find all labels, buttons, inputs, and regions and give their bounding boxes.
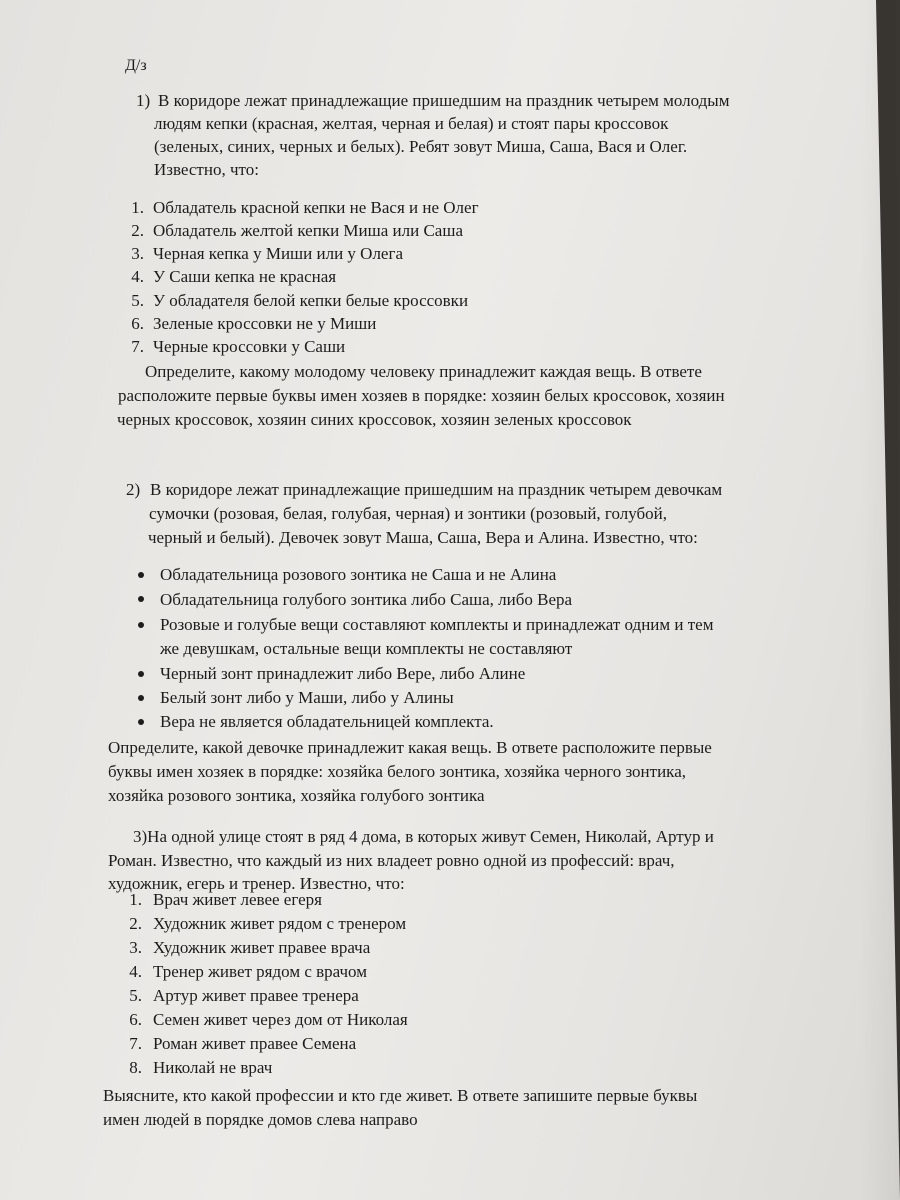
task-1-intro-line: (зеленых, синих, черных и белых). Ребят зовут Миша, Саша, Вася и Олег. [154,137,688,156]
task-3-intro-line: Роман. Известно, что каждый из них владеет ровно одной из профессий: врач, [108,851,675,870]
list-item: Обладательница розового зонтика не Саша и не Алина [160,565,557,584]
bullet-icon [138,695,144,701]
list-item-marker: 3. [129,938,142,957]
list-item-marker: 4. [131,267,144,286]
list-item-marker: 8. [129,1058,142,1077]
list-item: Роман живет правее Семена [153,1034,357,1053]
list-item-marker: 3. [131,244,144,263]
bullet-icon [138,719,144,725]
list-item-continuation: же девушкам, остальные вещи комплекты не составляют [160,639,573,658]
list-item: Врач живет левее егеря [153,890,322,909]
list-item-marker: 6. [129,1010,142,1029]
list-item: Художник живет рядом с тренером [153,914,407,933]
bullet-icon [138,671,144,677]
list-item: Зеленые кроссовки не у Миши [153,314,377,333]
task-3-intro-line: 3)На одной улице стоят в ряд 4 дома, в которых живут Семен, Николай, Артур и [133,827,714,846]
task-2-intro-line: В коридоре лежат принадлежащие пришедшим на праздник четырем девочкам [150,480,723,499]
list-item-marker: 7. [131,337,144,356]
list-item: Художник живет правее врача [153,938,371,957]
list-item: Семен живет через дом от Николая [153,1010,408,1029]
task-3-intro-line: художник, егерь и тренер. Известно, что: [108,874,405,893]
task-2-question-line: Определите, какой девочке принадлежит какая вещь. В ответе расположите первые [108,738,712,757]
task-2-question-line: буквы имен хозяек в порядке: хозяйка белого зонтика, хозяйка черного зонтика, [108,762,686,781]
list-item: У обладателя белой кепки белые кроссовки [153,291,469,310]
task-1-question-line: Определите, какому молодому человеку принадлежит каждая вещь. В ответе [145,362,702,381]
list-item: Николай не врач [153,1058,273,1077]
list-item-marker: 2. [129,914,142,933]
list-item: Обладатель красной кепки не Вася и не Олег [153,198,479,217]
list-item-marker: 5. [129,986,142,1005]
list-item-marker: 4. [129,962,142,981]
list-item-marker: 6. [131,314,144,333]
bullet-icon [138,572,144,578]
task-1-question-line: черных кроссовок, хозяин синих кроссовок, хозяин зеленых кроссовок [117,410,632,429]
list-item-marker: 2. [131,221,144,240]
task-2-question-line: хозяйка розового зонтика, хозяйка голубого зонтика [108,786,485,805]
list-item-marker: 5. [131,291,144,310]
task-1-number: 1) [136,91,151,110]
task-2-number: 2) [126,480,141,499]
list-item-marker: 7. [129,1034,142,1053]
list-item: Обладательница голубого зонтика либо Саша, либо Вера [160,590,573,609]
list-item: Черная кепка у Миши или у Олега [153,244,403,263]
list-item: Обладатель желтой кепки Миша или Саша [153,221,463,240]
list-item: Розовые и голубые вещи составляют комплекты и принадлежат одним и тем [160,615,714,634]
document-title: Д/з [125,57,147,74]
task-1-intro-line: Известно, что: [154,160,259,179]
bullet-icon [138,596,144,602]
list-item: Черные кроссовки у Саши [153,337,346,356]
list-item: Вера не является обладательницей комплекта. [160,712,494,731]
task-1-question-line: расположите первые буквы имен хозяев в порядке: хозяин белых кроссовок, хозяин [118,386,725,405]
task-2-intro-line: сумочки (розовая, белая, голубая, черная) и зонтики (розовый, голубой, [149,504,668,523]
list-item: Тренер живет рядом с врачом [153,962,367,981]
list-item-marker: 1. [129,890,142,909]
task-1-intro-line: людям кепки (красная, желтая, черная и белая) и стоят пары кроссовок [154,114,669,133]
bullet-icon [138,622,144,628]
list-item-marker: 1. [131,198,144,217]
task-2-intro-line: черный и белый). Девочек зовут Маша, Саша, Вера и Алина. Известно, что: [148,528,698,547]
list-item: У Саши кепка не красная [153,267,337,286]
task-3-question-line: имен людей в порядке домов слева направо [103,1110,418,1129]
task-1-intro-line: В коридоре лежат принадлежащие пришедшим на праздник четырем молодым [158,91,730,110]
list-item: Черный зонт принадлежит либо Вере, либо Алине [160,664,526,683]
task-3-question-line: Выясните, кто какой профессии и кто где живет. В ответе запишите первые буквы [103,1086,698,1105]
list-item: Белый зонт либо у Маши, либо у Алины [160,688,454,707]
list-item: Артур живет правее тренера [153,986,359,1005]
